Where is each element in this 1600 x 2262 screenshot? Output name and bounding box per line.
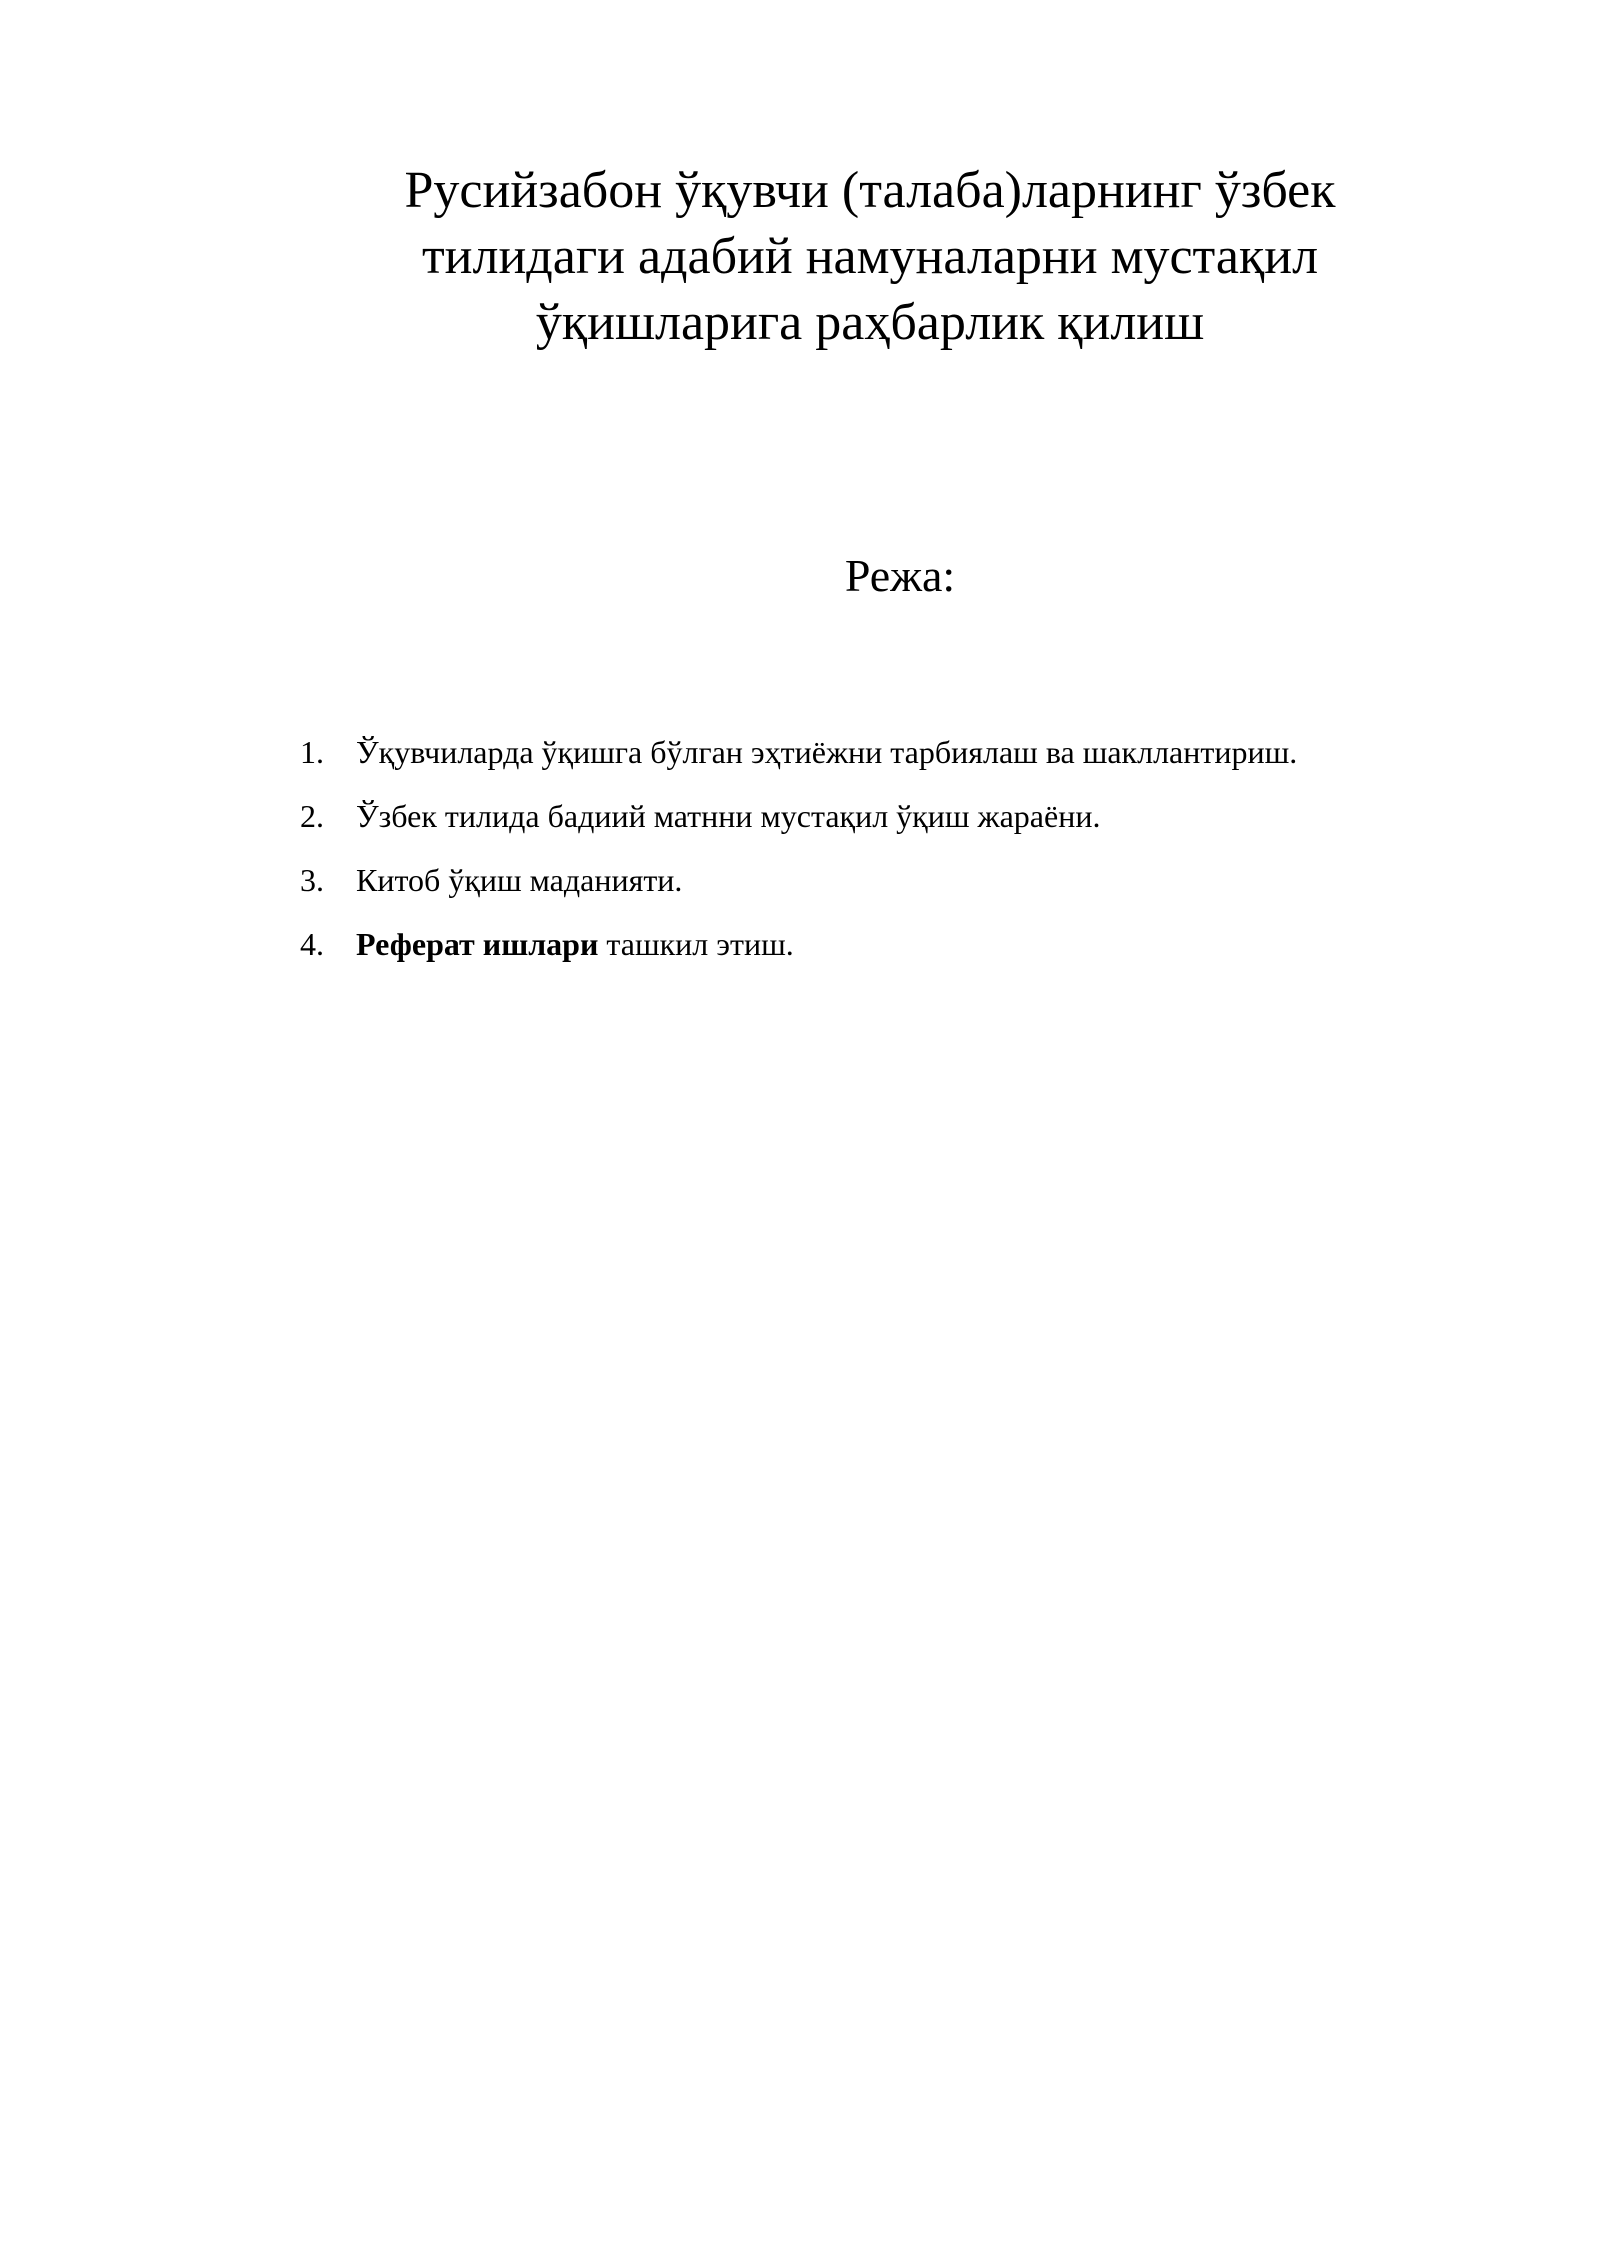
plan-item-4 — [300, 912, 1500, 976]
title-line-3: ўқишларига раҳбарлик қилиш — [535, 294, 1205, 351]
plan-item-bold-text: Реферат ишлари — [356, 926, 599, 962]
title-line-1: Русийзабон ўқувчи (талаба)ларнинг ўзбек — [404, 162, 1336, 219]
title-line-2: тилидаги адабий намуналарни мустақил — [421, 228, 1319, 285]
plan-heading: Режа: — [844, 550, 956, 601]
plan-list — [300, 720, 1500, 976]
plan-item-regular-text: Ўқувчиларда ўқишга бўлган эҳтиёжни тарбиялаш ва шакллантириш. — [356, 734, 1298, 770]
plan-item-regular-text: ташкил этиш. — [598, 926, 794, 962]
plan-item-number: 4. — [300, 926, 324, 962]
plan-item-text — [356, 720, 1297, 784]
document-title — [300, 158, 1440, 356]
plan-item-text — [356, 848, 682, 912]
plan-item-regular-text: Китоб ўқиш маданияти. — [356, 862, 683, 898]
plan-item-number: 2. — [300, 798, 324, 834]
plan-item-text — [356, 912, 794, 976]
plan-item-number: 1. — [300, 734, 324, 770]
plan-item-3 — [300, 848, 1500, 912]
plan-item-text — [356, 784, 1100, 848]
plan-item-regular-text: Ўзбек тилида бадиий матнни мустақил ўқиш жараёни. — [356, 798, 1101, 834]
plan-item-2 — [300, 784, 1500, 848]
plan-item-1 — [300, 720, 1500, 784]
plan-item-number: 3. — [300, 862, 324, 898]
